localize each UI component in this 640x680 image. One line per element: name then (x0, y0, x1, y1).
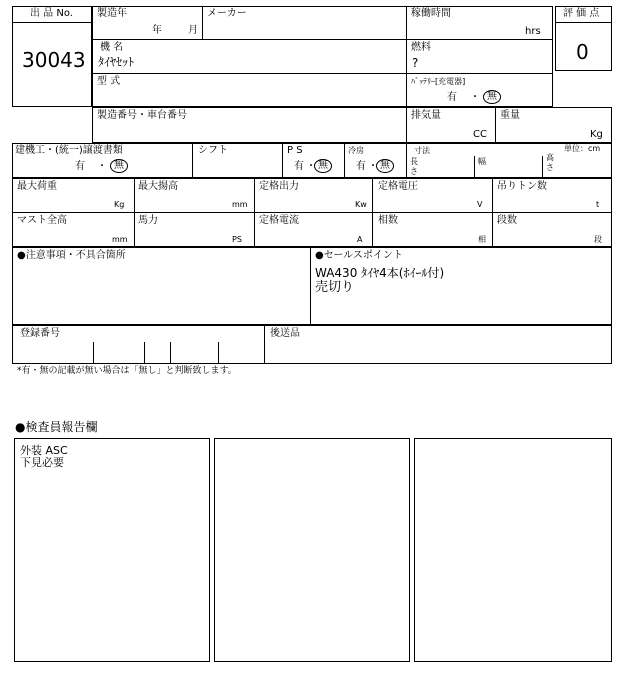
year-unit-nen: 年 (152, 25, 162, 36)
divider (492, 178, 493, 247)
mast-height-unit: mm (112, 235, 128, 244)
displacement-label: 排気量 (411, 110, 441, 121)
inspector-box-2 (214, 438, 410, 662)
max-lift-unit: mm (232, 200, 248, 209)
dim-length: 長さ (410, 157, 418, 176)
weight-unit: Kg (590, 129, 603, 140)
divider (406, 107, 407, 143)
divider (372, 178, 373, 247)
max-load-label: 最大荷重 (17, 181, 57, 192)
rated-voltage-unit: V (477, 200, 483, 209)
dim-width: 幅 (478, 157, 486, 166)
hours-unit: hrs (525, 26, 541, 37)
rated-current-label: 定格電流 (259, 215, 299, 226)
sales-label: ●セールスポイント (315, 250, 403, 261)
shift-label: シフト (198, 145, 228, 156)
battery-yes: 有 (447, 92, 457, 103)
divider (92, 73, 553, 74)
horsepower-unit: PS (232, 235, 242, 244)
cooler-sep: ・ (368, 161, 378, 172)
divider (92, 39, 553, 40)
divider (93, 342, 94, 364)
phase-label: 相数 (378, 215, 398, 226)
ps-sep: ・ (306, 161, 316, 172)
inspector-note-line1: 外装 ASC (20, 444, 68, 457)
dim-label: 寸法 (414, 146, 430, 155)
inspector-title: ●検査員報告欄 (15, 420, 98, 434)
footnote: *有・無の記載が無い場合は「無し」と判断致します。 (17, 366, 237, 376)
divider (144, 342, 145, 364)
phase-unit: 相 (478, 235, 486, 244)
divider (170, 342, 171, 364)
sales-line2: 売切り (315, 280, 355, 295)
max-lift-label: 最大揚高 (138, 181, 178, 192)
mast-height-label: マスト全高 (17, 215, 67, 226)
divider (310, 247, 311, 325)
ps-yes: 有 (294, 161, 304, 172)
registration-box (12, 325, 612, 364)
divider (542, 156, 543, 178)
item-no-value: 30043 (22, 48, 86, 72)
cert-yes: 有 (75, 161, 85, 172)
battery-no: 無 (483, 90, 501, 104)
divider (344, 143, 345, 178)
dim-height: 高さ (546, 153, 554, 172)
score-label: 評 価 点 (563, 8, 600, 19)
rated-output-label: 定格出力 (259, 181, 299, 192)
inspector-box-1 (14, 438, 210, 662)
reg-no-label: 登録番号 (20, 328, 60, 339)
divider (474, 156, 475, 178)
later-label: 後送品 (270, 328, 300, 339)
hours-label: 稼働時間 (411, 8, 451, 19)
type-label: 型 式 (97, 76, 121, 87)
rated-output-unit: Kw (355, 200, 367, 209)
crane-ton-unit: t (596, 200, 600, 209)
model-name-value: ﾀｲﾔｾｯﾄ (98, 55, 135, 69)
horsepower-label: 馬力 (138, 215, 158, 226)
battery-label: ﾊﾞｯﾃﾘｰ[充電器] (411, 77, 466, 86)
rated-current-unit: A (357, 235, 363, 244)
sales-line1: WA430 ﾀｲﾔ4本(ﾎｲｰﾙ付) (315, 266, 445, 280)
cooler-no: 無 (376, 159, 394, 173)
weight-label: 重量 (500, 110, 520, 121)
divider (495, 107, 496, 143)
cooler-yes: 有 (356, 161, 366, 172)
year-unit-tsuki: 月 (188, 25, 198, 36)
item-no-label: 出 品 No. (30, 8, 73, 19)
battery-sep: ・ (470, 92, 480, 103)
divider (264, 325, 265, 364)
divider (12, 22, 92, 23)
divider (192, 143, 193, 178)
stages-unit: 段 (594, 235, 602, 244)
fuel-label: 燃料 (411, 42, 431, 53)
model-name-label: 機 名 (100, 42, 124, 53)
divider (555, 22, 612, 23)
divider (406, 143, 407, 178)
crane-ton-label: 吊りトン数 (497, 181, 547, 192)
ps-label: P S (287, 145, 303, 156)
caution-label: ●注意事項・不具合箇所 (17, 250, 126, 261)
divider (12, 212, 612, 213)
rated-voltage-label: 定格電圧 (378, 181, 418, 192)
fuel-value: ? (412, 56, 419, 70)
inspector-note-line2: 下見必要 (20, 456, 64, 469)
ps-no: 無 (314, 159, 332, 173)
inspector-box-3 (414, 438, 612, 662)
divider (218, 342, 219, 364)
stages-label: 段数 (497, 215, 517, 226)
cert-no: 無 (110, 159, 128, 173)
divider (202, 6, 203, 39)
cooler-label: 冷房 (348, 146, 364, 155)
displacement-unit: CC (473, 129, 487, 140)
divider (282, 143, 283, 178)
cert-sep: ・ (97, 161, 107, 172)
max-load-unit: Kg (114, 200, 125, 209)
divider (406, 6, 407, 107)
score-value: 0 (576, 40, 589, 64)
year-label: 製造年 (97, 8, 127, 19)
divider (254, 178, 255, 247)
maker-label: メーカー (207, 8, 247, 19)
divider (134, 178, 135, 247)
serial-label: 製造番号・車台番号 (97, 110, 187, 121)
dim-unit: 単位：cm (564, 144, 601, 153)
cert-label: 建機工・(統一)譲渡書類 (15, 145, 123, 156)
